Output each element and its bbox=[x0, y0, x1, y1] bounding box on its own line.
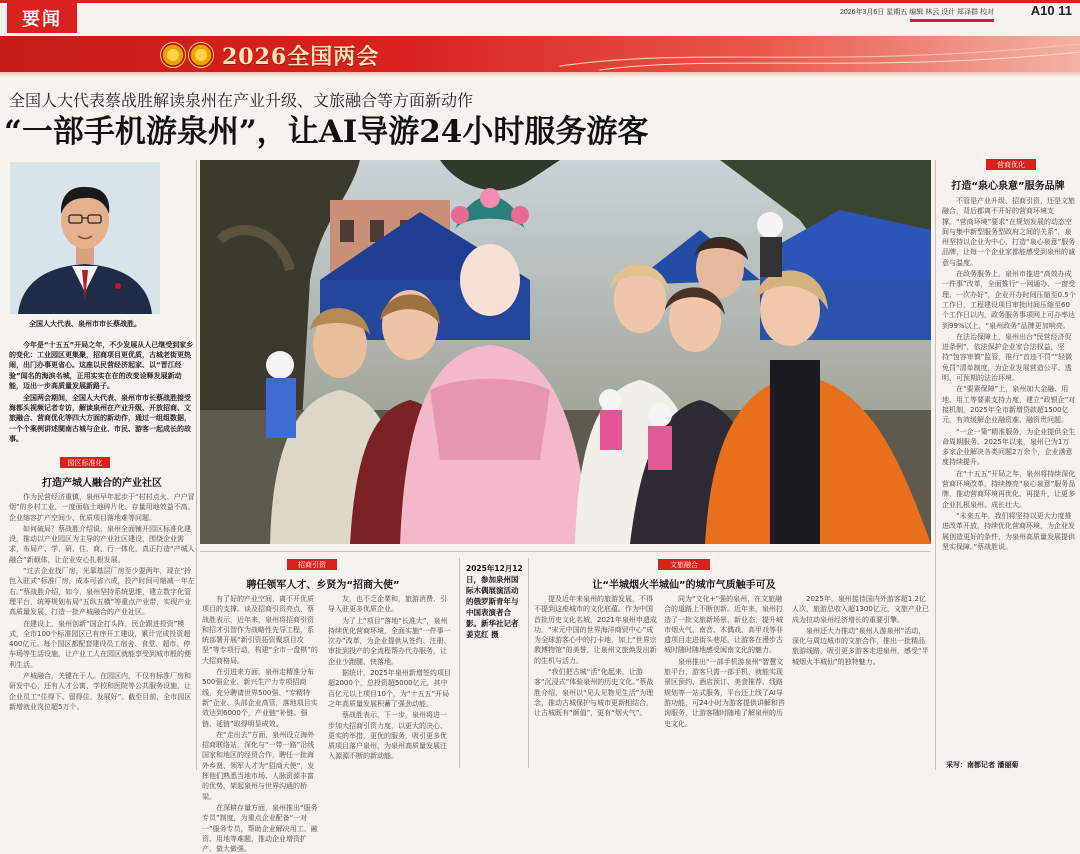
body-paragraph: 在“要素保障”上，泉州加大金融、用地、用工等要素支持力度，建立“政银企”对接机制，2025年全市新增贷款超1500亿元，有效缓解企业融资难、融资贵问题。 bbox=[942, 385, 1076, 425]
column-rule bbox=[935, 160, 936, 770]
body-paragraph: 蔡战胜表示，下一步，泉州将进一步加大招商引资力度，以更大的决心、更实的举措、更优的服务，吸引更多优质项目落户泉州，为泉州高质量发展注入源源不断的新动能。 bbox=[328, 711, 447, 761]
body-paragraph: 泉州还大力推动“泉州人游泉州”活动，深化与周边城市的文旅合作，推出一批精品旅游线路，吸引更多游客走进泉州，感受“半城烟火半城仙”的独特魅力。 bbox=[792, 626, 929, 666]
body-paragraph: 产城融合，关键在于人。在园区内，不仅有标准厂房和研发中心，还有人才公寓、学校和医院等公共服务设施，让企业员工“住得下、留得住、发展好”。截至目前，全市园区新增就业岗位超5万个。 bbox=[9, 672, 192, 711]
page-number: A10 11 bbox=[1030, 3, 1072, 18]
body-paragraph: 据统计，2025年泉州新增签约项目超2000个，总投资超5000亿元，其中百亿元以上项目10个，为“十五五”开局之年高质量发展积蓄了强劲动能。 bbox=[328, 669, 451, 708]
banner-wave-decoration bbox=[0, 36, 1080, 72]
lead-paragraph: 全国两会期间，全国人大代表、泉州市市长蔡战胜接受海都头视频记者专访，解读泉州在产业升级、开放招商、文旅融合、营商优化等四大方面的新动作，通过一组组数据，一个个案例讲述閩南古城与企业、市民、游客一起成长的故事。 bbox=[9, 394, 191, 443]
section-body-culture-tourism bbox=[534, 594, 658, 770]
section-title-industrial-park: 打造产城人融合的产业社区 bbox=[42, 478, 162, 489]
body-paragraph: 在“走出去”方面，泉州设立海外招商联络站，深化与“一带一路”沿线国家和地区的经贸合作，聘任一批海外乡贤、领军人才为“招商大使”，发挥他们熟悉当地市场、人脉资源丰富的优势，架起泉州与世界沟通的桥梁。 bbox=[202, 730, 315, 801]
section-body-culture-tourism-col2 bbox=[664, 594, 786, 770]
body-paragraph: 泉州推出“一部手机游泉州”智慧文旅平台，游客只需一部手机，就能实现景区预约、酒店预订、美食推荐、线路规划等一站式服务，平台还上线了AI导游功能，可24小时为游客提供讲解和咨询服务，让游客随时随地了解泉州的历史文化。 bbox=[664, 657, 785, 728]
article-deck: 全国人大代表蔡战胜解读泉州在产业升级、文旅融合等方面新动作 bbox=[9, 91, 474, 110]
body-paragraph: 在“十五五”开局之年，泉州将持续深化营商环境改革，持续擦亮“泉心泉意”服务品牌，推动营商环境再优化、再提升，让更多企业扎根泉州、成长壮大。 bbox=[942, 469, 1076, 509]
body-paragraph: 在深耕存量方面，泉州推出“服务专员”制度，为重点企业配备“一对一”服务专员，帮助企业解决用工、融资、用地等难题，推动企业增资扩产、做大做强。 bbox=[202, 803, 318, 854]
section-body-investment bbox=[202, 594, 320, 854]
body-paragraph: 同为“文化+”强的泉州，在文旅融合的道路上不断创新。近年来，泉州打造了一批文旅新场景、新业态，提升城市烟火气，南音、木偶戏、高甲戏等非遗项目走进街头巷尾，让游客在漫步古城时随时随地感受闽南文化的魅力。 bbox=[664, 595, 783, 655]
body-paragraph: “未来五年，我们将坚持以更大力度推进改革开放，持续优化营商环境，为企业发展创造更好的条件，为泉州高质量发展提供坚实保障。”蔡战胜说。 bbox=[942, 511, 1075, 551]
section-body-industrial-park bbox=[9, 492, 195, 772]
section-tag-investment: 招商引资 bbox=[287, 559, 337, 570]
column-rule bbox=[196, 160, 197, 770]
section-title-culture-tourism: 让“半城烟火半城仙”的城市气质触手可及 bbox=[592, 580, 776, 591]
body-paragraph: 2025年，泉州接待国内外游客超1.2亿人次，旅游总收入超1300亿元，文旅产业已成为拉动泉州经济增长的重要引擎。 bbox=[792, 595, 929, 624]
body-paragraph: 不管是产业升级、招商引资，还是文旅融合，背后都离不开好的营商环境支撑。“营商环境”要求“在规划发展的动态空间与集中新型服务型政府之间的关系”，泉州坚持以企业为中心，打造“泉心泉意”服务品牌，让每一个企业家都能感受到泉州的诚意与温度。 bbox=[942, 197, 1076, 267]
body-paragraph: “一企一策”精准服务，为企业提供全生命周期服务。2025年以来，泉州已为1万多家企业解决各类问题2万余个，企业满意度持续提升。 bbox=[942, 427, 1076, 467]
masthead-rule bbox=[0, 0, 1080, 3]
banner-fade bbox=[0, 72, 1080, 78]
body-paragraph: 如何破局？蔡战胜介绍说，泉州全面铺开园区标准化建设，推动以产业园区为主导的产业社区建设，围绕企业需求，布局产、学、研、住、商、行一体化，真正打造“产城人融合”新载体，让企业安心扎根发展。 bbox=[9, 524, 195, 564]
section-body-business-environment bbox=[942, 196, 1076, 756]
column-rule bbox=[459, 558, 460, 768]
body-paragraph: 为了上“项目”落地“长准大”，泉州持续优化营商环境，全面实施“一件事一次办”改革，为企业提供从签约、注册、审批到投产的全流程帮办代办服务，让企业少跑腿、快落地。 bbox=[328, 616, 451, 666]
body-paragraph: “过去企业找厂房，光靠基层厂房至少要两年，现在“拎包入驻式”标准厂房，成本可省六成，投产时间可缩减一年左右。”蔡战胜介绍，如今，泉州坚持系统思维，建立数字化管理平台，统筹规划布局“五纵五横”等重点产业带，实现产业高质量发展，打造一批产城融合的产业社区。 bbox=[9, 567, 195, 617]
section-body-culture-tourism-col3 bbox=[792, 594, 930, 770]
section-tag-business-environment: 营商优化 bbox=[986, 159, 1036, 170]
body-paragraph: 在政务服务上，泉州市推进“高效办成一件事”改革，全面推行“一网通办、一窗受理、一次办好”，企业开办时间压缩至0.5个工作日，工程建设项目审批时间压缩至60个工作日以内，政务服务事项网上可办率达到99%以上，“泉州政务”品牌更加响亮。 bbox=[942, 270, 1076, 330]
section-body-investment-cont bbox=[328, 594, 452, 770]
column-rule bbox=[528, 558, 529, 768]
body-paragraph: 有了好的产业空间，离不开优质项目的支撑。谈及招商引资亮点，蔡战胜表示，近年来，泉州将招商引资和招才引智作为战略性先导工程，系统部署开展“新引资拓资聚项目攻坚”等专项行动，构建“全市一盘棋”的大招商格局。 bbox=[202, 595, 318, 665]
dateline: 2026年3月6日 星期五 编辑 林云 设计 郑泽群 校对 bbox=[839, 9, 994, 16]
body-paragraph: “我们把古城“活”化起来，让游客“沉浸式”体验泉州的历史文化。”蔡战胜介绍，泉州以“见人见物见生活”为理念，推动古城保护与城市更新相结合，让古城既有“颜值”，更有“烟火气”。 bbox=[534, 668, 654, 718]
edition-bar bbox=[910, 19, 994, 22]
section-title-investment: 聘任领军人才、乡贤为“招商大使” bbox=[246, 580, 400, 591]
section-tag: 要闻 bbox=[7, 3, 77, 33]
byline: 采写：南都记者 潘丽菊 bbox=[946, 761, 1019, 769]
article-headline: “一部手机游泉州”，让AI导游24小时服务游客 bbox=[4, 114, 649, 150]
lead-paragraph: 今年是“十五五”开局之年，不少发展从人已继受到家乡的变化：工业园区更集聚，招商项目更优质，古城老街更热闹，出门办事更省心。这座以民营经济起家、以“晋江经验”闻名的海滨名城，正用实实在在的改变诠释发展新动能，迈出一步高质量发展新路子。 bbox=[9, 341, 194, 390]
photo-caption: 2025年12月12日，参加泉州国际木偶展演活动的俄罗斯青年与中国表演者合影。新华社记者姜克红 摄 bbox=[466, 564, 523, 639]
main-photo bbox=[200, 160, 931, 544]
portrait-caption: 全国人大代表、泉州市市长蔡战胜。 bbox=[29, 320, 141, 328]
deputy-portrait bbox=[10, 162, 160, 314]
banner-title: 2026全国两会 bbox=[222, 44, 380, 70]
body-paragraph: 友，也不乏企業和，旅游消费、引导入驻更多优质企业。 bbox=[328, 595, 447, 614]
two-sessions-banner bbox=[0, 36, 1080, 72]
body-paragraph: 在建设上，泉州创新“国企打头阵，民企跟进投资”模式，全市100个标准园区已有序开工建设，累计完成投资超400亿元。每个园区都配套建设员工宿舍、食堂、超市、停车场等生活设施，让产业工人在园区就能享受到城市般的便利生活。 bbox=[9, 619, 191, 669]
lead-paragraphs bbox=[9, 340, 195, 446]
section-title-business-environment: 打造“泉心泉意”服务品牌 bbox=[951, 181, 1065, 192]
body-paragraph: 作为民营经济重镇，泉州早年起步于“村村点火、户户冒烟”的乡村工业，一度面临土地碎片化、存量用地效益不高、企业缩容扩产空间少、优质项目落地难等问题。 bbox=[9, 493, 195, 522]
section-rule bbox=[200, 551, 931, 552]
section-tag-culture-tourism: 文旅融合 bbox=[658, 559, 710, 570]
section-tag-industrial-park: 园区标准化 bbox=[60, 457, 110, 468]
body-paragraph: 在法治保障上，泉州出台“民营经济促进条例”，依法保护企业家合法权益，坚持“包容审慎”监管，推行“首违不罚”“轻微免罚”清单制度，为企业发展营造公平、透明、可预期的法治环境。 bbox=[942, 332, 1073, 383]
body-paragraph: 在引进来方面，泉州走精准分布500强企业、新兴生产力专项招商线，充分聘请世界500强、“专精特新”企业、头部企业高管，落地项目实效达到6000个，产业链“补链、强链、延链”取得明显成效。 bbox=[202, 668, 318, 728]
body-paragraph: 提及近年来泉州的旅游发展，不得不提到这座城市的文化底蕴。作为中国首批历史文化名城，2021年泉州申遗成功，“宋元中国的世界海洋商贸中心”成为全球游客心中的打卡地，加上“世界宗教博物馆”的美誉，让泉州文旅焕发出新的生机与活力。 bbox=[534, 595, 657, 665]
